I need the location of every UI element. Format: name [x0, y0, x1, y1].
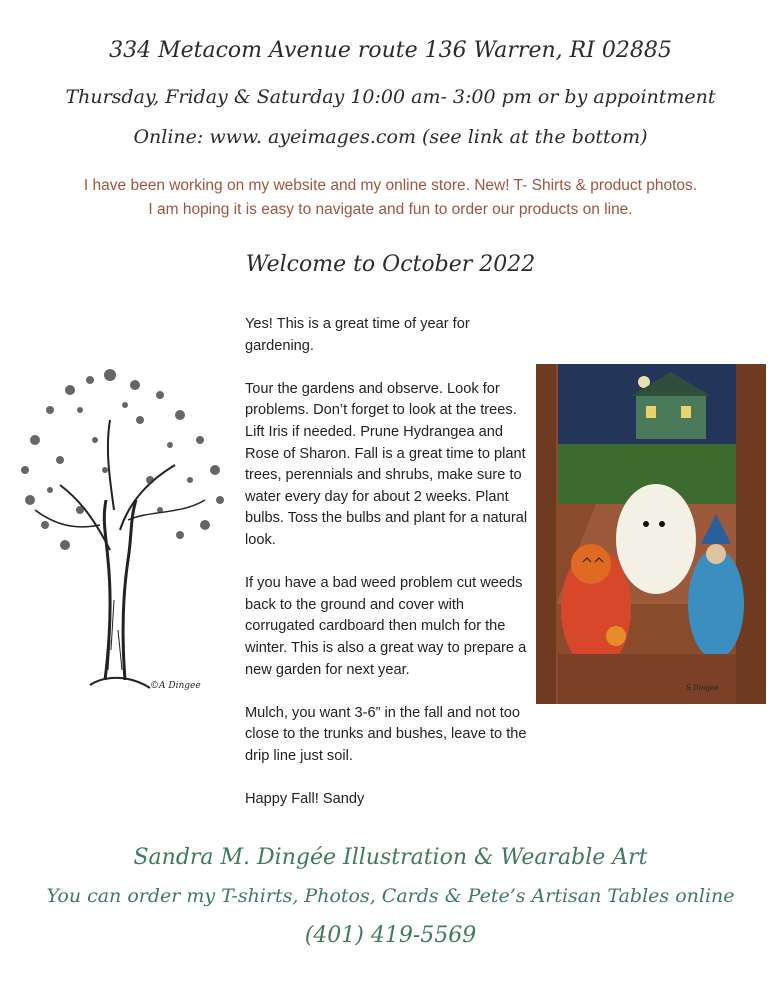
website-notice: [0, 174, 781, 222]
article-paragraph: If you have a bad weed problem cut weeds back to the ground and cover with corrugated cardboard then mulch for the winter. This is also a great way to prepare a new garden for next year.: [245, 575, 527, 678]
article-signoff: Happy Fall! Sandy: [245, 791, 365, 808]
notice-line-2: I am hoping it is easy to navigate and fun to order our products on line.: [148, 201, 633, 218]
address: 334 Metacom Avenue route 136 Warren, RI 02885: [109, 38, 672, 63]
tree-signature: ©A Dingee: [150, 681, 201, 691]
phone-number[interactable]: (401) 419-5569: [304, 923, 477, 948]
artist-name: Sandra M. Dingée Illustration & Wearable Art: [133, 845, 648, 870]
online-store-text[interactable]: Online: www. ayeimages.com (see link at the bottom): [133, 126, 648, 148]
tree-sketch-image: [10, 350, 238, 700]
business-hours: Thursday, Friday & Saturday 10:00 am- 3:00 pm or by appointment: [65, 86, 716, 108]
halloween-painting-image: [536, 364, 766, 704]
order-online-text[interactable]: You can order my T-shirts, Photos, Cards & Pete’s Artisan Tables online: [46, 885, 735, 907]
welcome-heading: Welcome to October 2022: [245, 252, 536, 277]
article-body: [245, 314, 537, 832]
notice-line-1: I have been working on my website and my online store. New! T- Shirts & product photos.: [83, 177, 698, 194]
article-paragraph: Yes! This is a great time of year for gardening.: [245, 316, 470, 354]
painting-signature: S Dingee: [686, 684, 719, 692]
article-paragraph: Tour the gardens and observe. Look for problems. Don’t forget to look at the trees. Lift Iris if needed. Prune Hydrangea and Rose of Sharon. Fall is a great time to plant trees, perennials and shrubs, make sure to water every day for about 2 weeks. Plant bulbs. Toss the bulbs and plant for a natural look.: [245, 380, 528, 548]
article-paragraph: Mulch, you want 3-6” in the fall and not too close to the trunks and bushes, leave to the drip line just soil.: [245, 704, 527, 764]
